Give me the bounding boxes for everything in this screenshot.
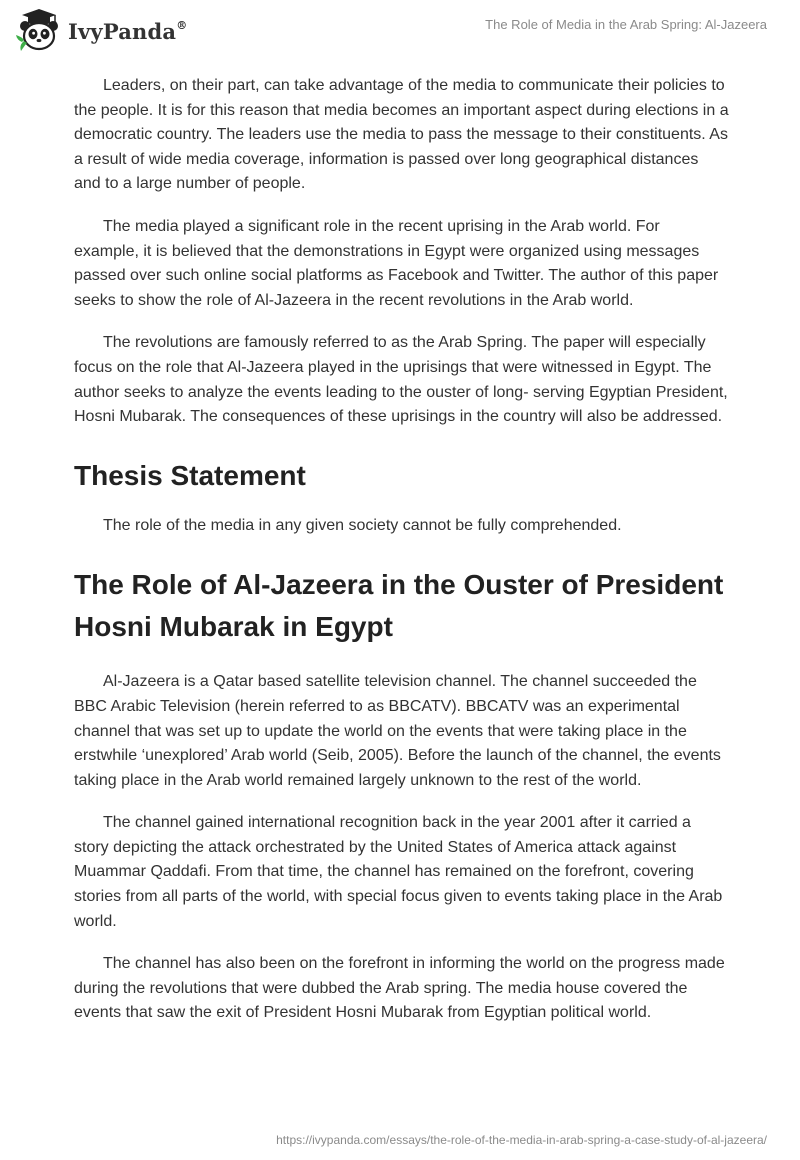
- paragraph: The channel gained international recognition back in the year 2001 after it carried a story depicting the attack orchestrated by the United States of America attack against Muammar Qaddafi. From that time, the channel has remained on the forefront, covering stories from all parts of the world, with special focus given to events taking place in the Arab world.: [74, 814, 723, 930]
- logo-wordmark: IvyPanda®: [68, 18, 188, 44]
- panda-graduate-icon: [14, 9, 64, 53]
- paragraph: The role of the media in any given society cannot be fully comprehended.: [103, 516, 622, 534]
- paragraph: The revolutions are famously referred to as the Arab Spring. The paper will especially focus on the role that Al-Jazeera played in the uprisings that were witnessed in Egypt. The author seeks to analyze the events leading to the ouster of long- serving Egyptian President, Hosni Mubarak. The consequences of these uprisings in the country will also be addressed.: [74, 334, 728, 426]
- paragraph: The media played a significant role in the recent uprising in the Arab world. For example, it is believed that the demonstrations in Egypt were organized using messages passed over such online social platforms as Facebook and Twitter. The author of this paper seeks to show the role of Al-Jazeera in the recent revolutions in the Arab world.: [74, 217, 719, 309]
- page-header: [0, 0, 800, 70]
- article-body: [74, 74, 729, 1044]
- paragraph: The channel has also been on the forefront in informing the world on the progress made during the revolutions that were dubbed the Arab spring. The media house covered the events that saw the exit of President Hosni Mubarak from Egyptian political world.: [74, 955, 725, 1022]
- section-heading-role: The Role of Al-Jazeera in the Ouster of President Hosni Mubarak in Egypt: [74, 569, 724, 643]
- document-title: The Role of Media in the Arab Spring: Al-Jazeera: [485, 17, 767, 32]
- source-url[interactable]: https://ivypanda.com/essays/the-role-of-the-media-in-arab-spring-a-case-study-of-al-jazeera/: [276, 1133, 767, 1147]
- paragraph: Al-Jazeera is a Qatar based satellite television channel. The channel succeeded the BBC Arabic Television (herein referred to as BBCATV). BBCATV was an experimental channel that was set up to update the world on the events that were taking place in the erstwhile ‘unexplored’ Arab world (Seib, 2005). Before the launch of the channel, the events taking place in the Arab world remained largely unknown to the rest of the world.: [74, 673, 721, 789]
- paragraph: Leaders, on their part, can take advantage of the media to communicate their policies to the people. It is for this reason that media becomes an important aspect during elections in a democratic country. The leaders use the media to pass the message to their constituents. As a result of wide media coverage, information is passed over long geographical distances and to a large number of people.: [74, 77, 729, 193]
- section-heading-thesis: Thesis Statement: [74, 459, 306, 491]
- site-logo[interactable]: [14, 9, 187, 53]
